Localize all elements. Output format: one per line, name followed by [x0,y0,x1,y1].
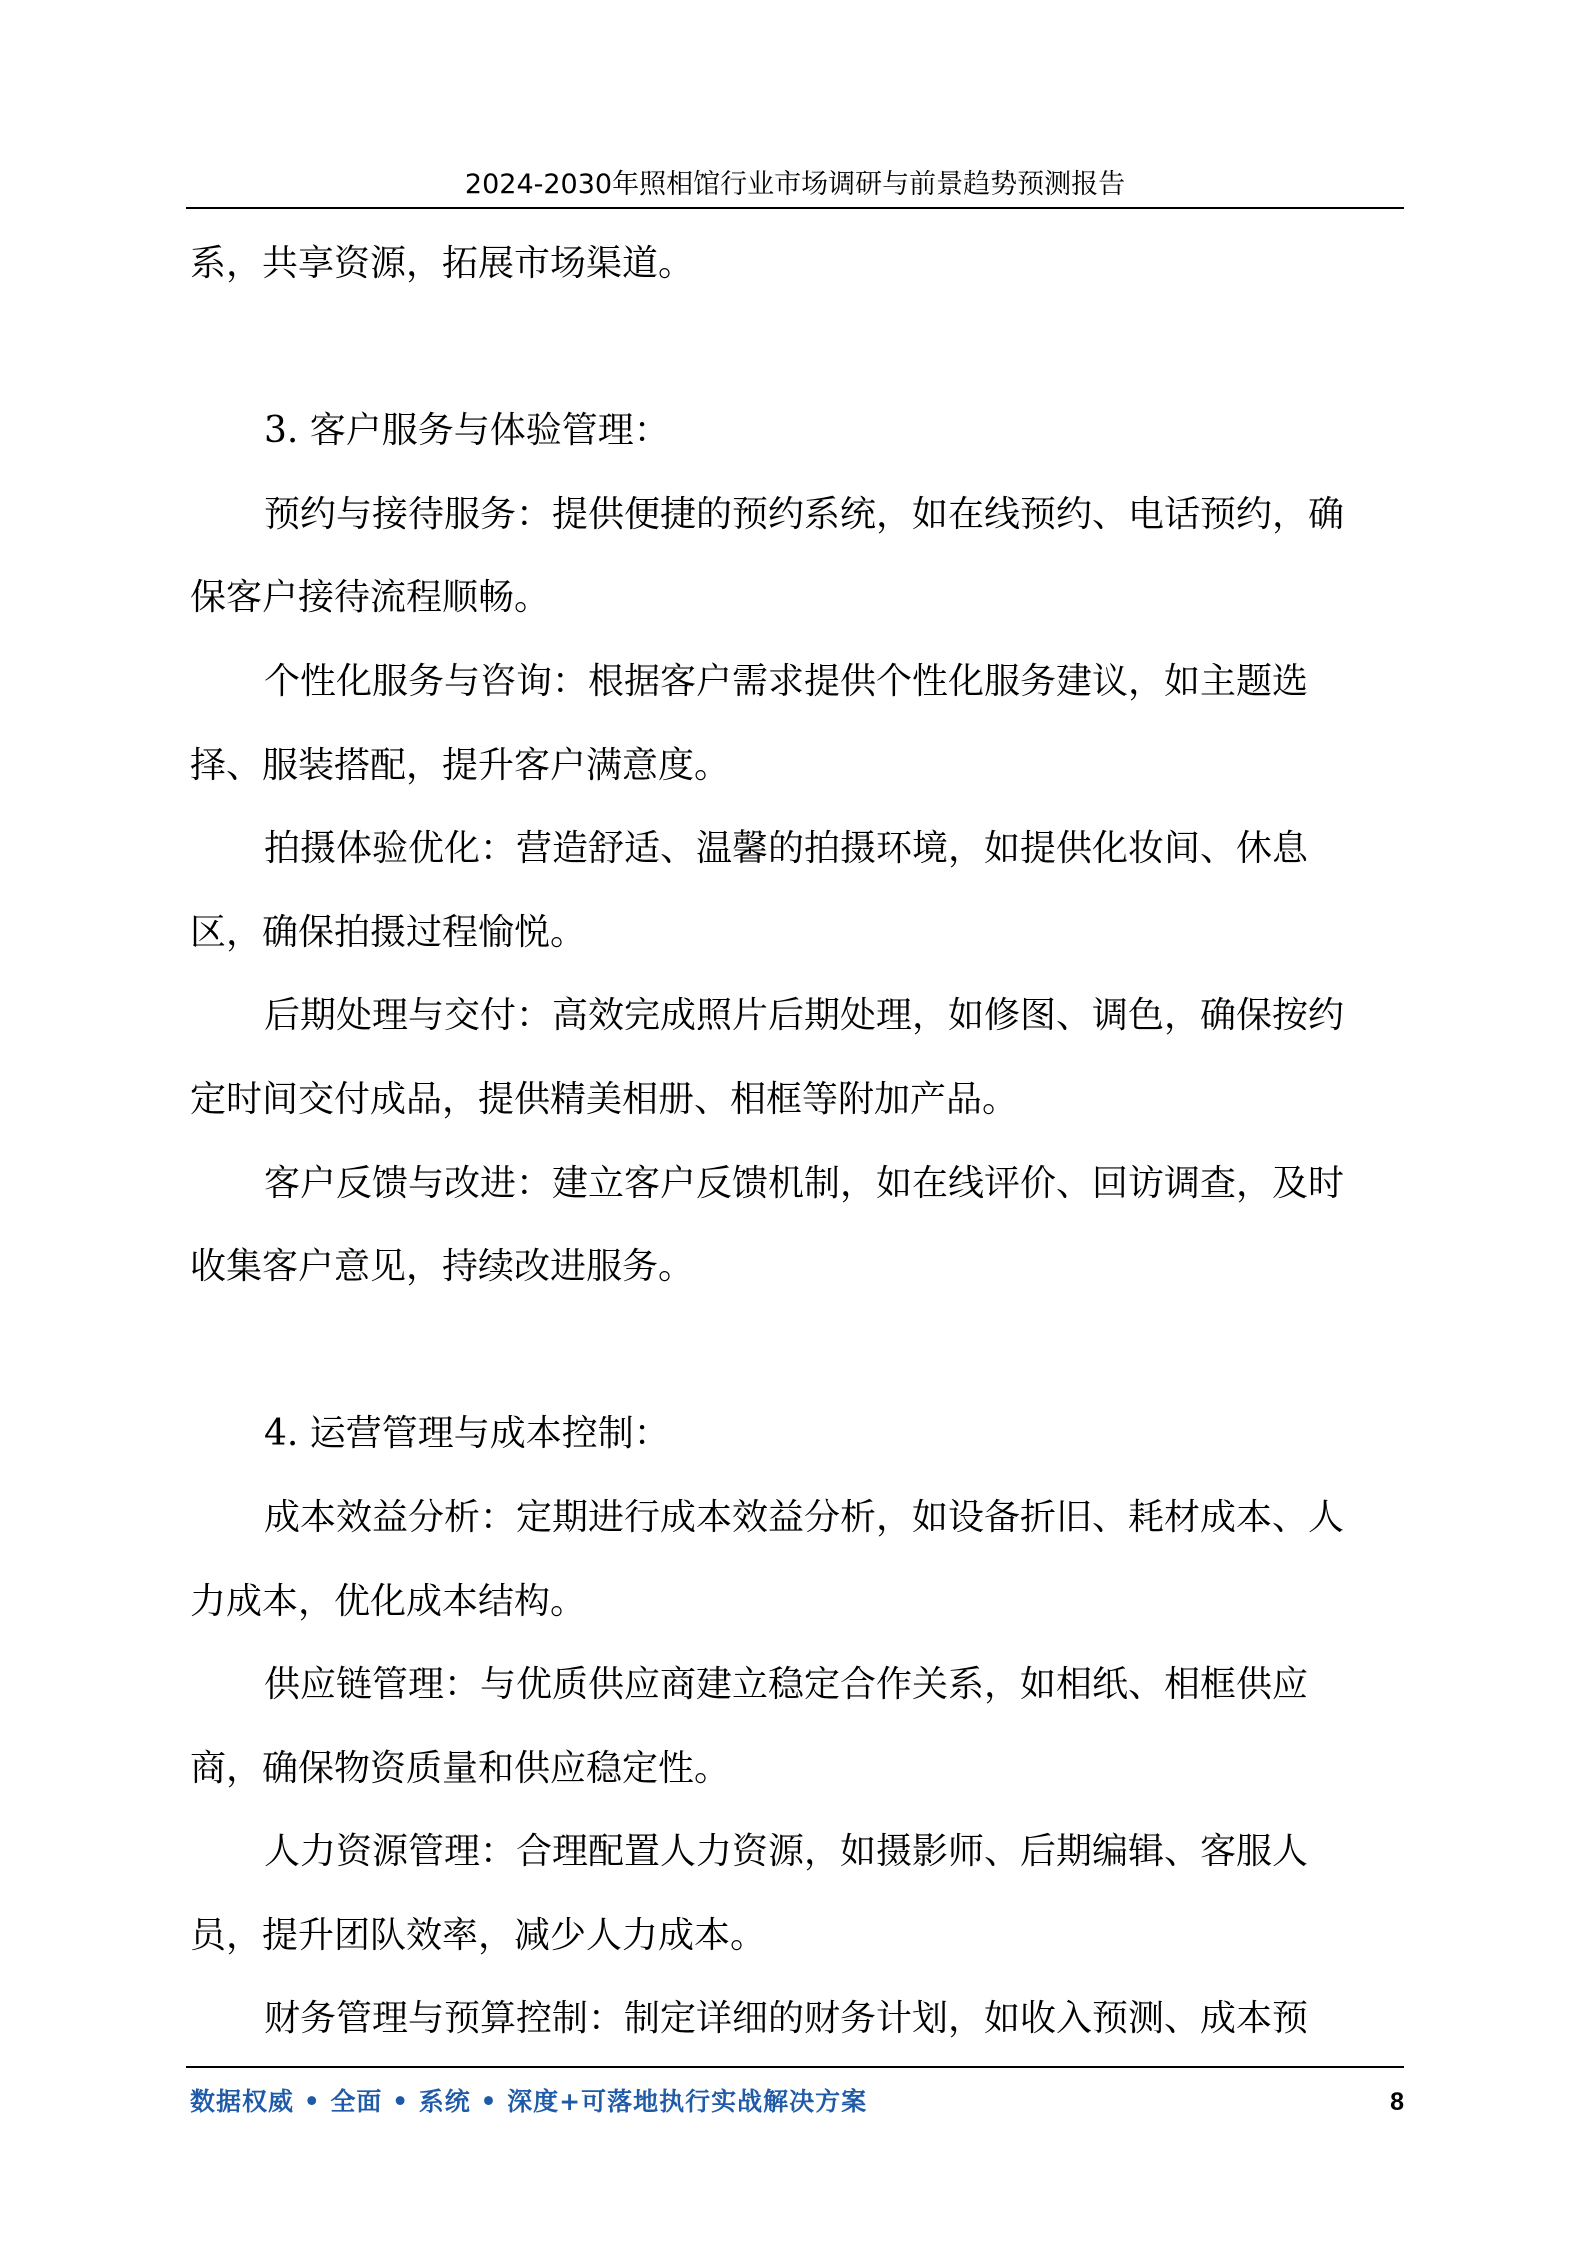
paragraph-line: 财务管理与预算控制：制定详细的财务计划，如收入预测、成本预 [264,1998,1309,2040]
paragraph-line: 个性化服务与咨询：根据客户需求提供个性化服务建议，如主题选 [264,660,1309,702]
paragraph-line: 商，确保物资质量和供应稳定性。 [190,1747,731,1789]
paragraph-line: 收集客户意见，持续改进服务。 [190,1246,695,1288]
paragraph-post-processing [190,974,1405,1141]
document-body [190,222,1405,2061]
section-heading-4: 4. 运营管理与成本控制： [264,1413,670,1455]
paragraph-line: 成本效益分析：定期进行成本效益分析，如设备折旧、耗材成本、人 [264,1496,1345,1538]
paragraph-line: 客户反馈与改进：建立客户反馈机制，如在线评价、回访调查，及时 [264,1162,1345,1204]
paragraph-cost-benefit [190,1476,1405,1643]
paragraph-line: 后期处理与交付：高效完成照片后期处理，如修图、调色，确保按约 [264,995,1345,1037]
paragraph-financial-management [190,1977,1405,2061]
footer-slogan: 数据权威 • 全面 • 系统 • 深度+可落地执行实战解决方案 [190,2087,868,2116]
page-number: 8 [1390,2088,1404,2116]
paragraph-supply-chain [190,1643,1405,1810]
section-heading-3: 3. 客户服务与体验管理： [264,410,670,452]
footer-divider [186,2066,1404,2068]
paragraph-line: 拍摄体验优化：营造舒适、温馨的拍摄环境，如提供化妆间、休息 [264,828,1309,870]
paragraph-line: 定时间交付成品，提供精美相册、相框等附加产品。 [190,1078,1019,1120]
paragraph-spacer [190,1309,1405,1393]
paragraph-spacer [190,306,1405,390]
paragraph-customer-feedback [190,1142,1405,1309]
paragraph-line: 系，共享资源，拓展市场渠道。 [190,243,695,284]
paragraph-line: 供应链管理：与优质供应商建立稳定合作关系，如相纸、相框供应 [264,1664,1309,1706]
paragraph-line: 保客户接待流程顺畅。 [190,577,551,619]
header-divider [186,207,1404,209]
paragraph-line: 区，确保拍摄过程愉悦。 [190,911,587,953]
paragraph-line: 员，提升团队效率，减少人力成本。 [190,1914,767,1956]
paragraph-line: 预约与接待服务：提供便捷的预约系统，如在线预约、电话预约，确 [264,493,1345,535]
paragraph-line: 人力资源管理：合理配置人力资源，如摄影师、后期编辑、客服人 [264,1831,1309,1873]
paragraph-human-resources [190,1810,1405,1977]
running-header-title: 2024-2030年照相馆行业市场调研与前景趋势预测报告 [464,169,1126,200]
paragraph-shooting-experience [190,807,1405,974]
paragraph-line: 择、服装搭配，提升客户满意度。 [190,744,731,786]
paragraph-appointment-service [190,473,1405,640]
paragraph-line: 力成本，优化成本结构。 [190,1580,587,1622]
paragraph-continuation [190,222,1405,306]
paragraph-personalized-service [190,640,1405,807]
